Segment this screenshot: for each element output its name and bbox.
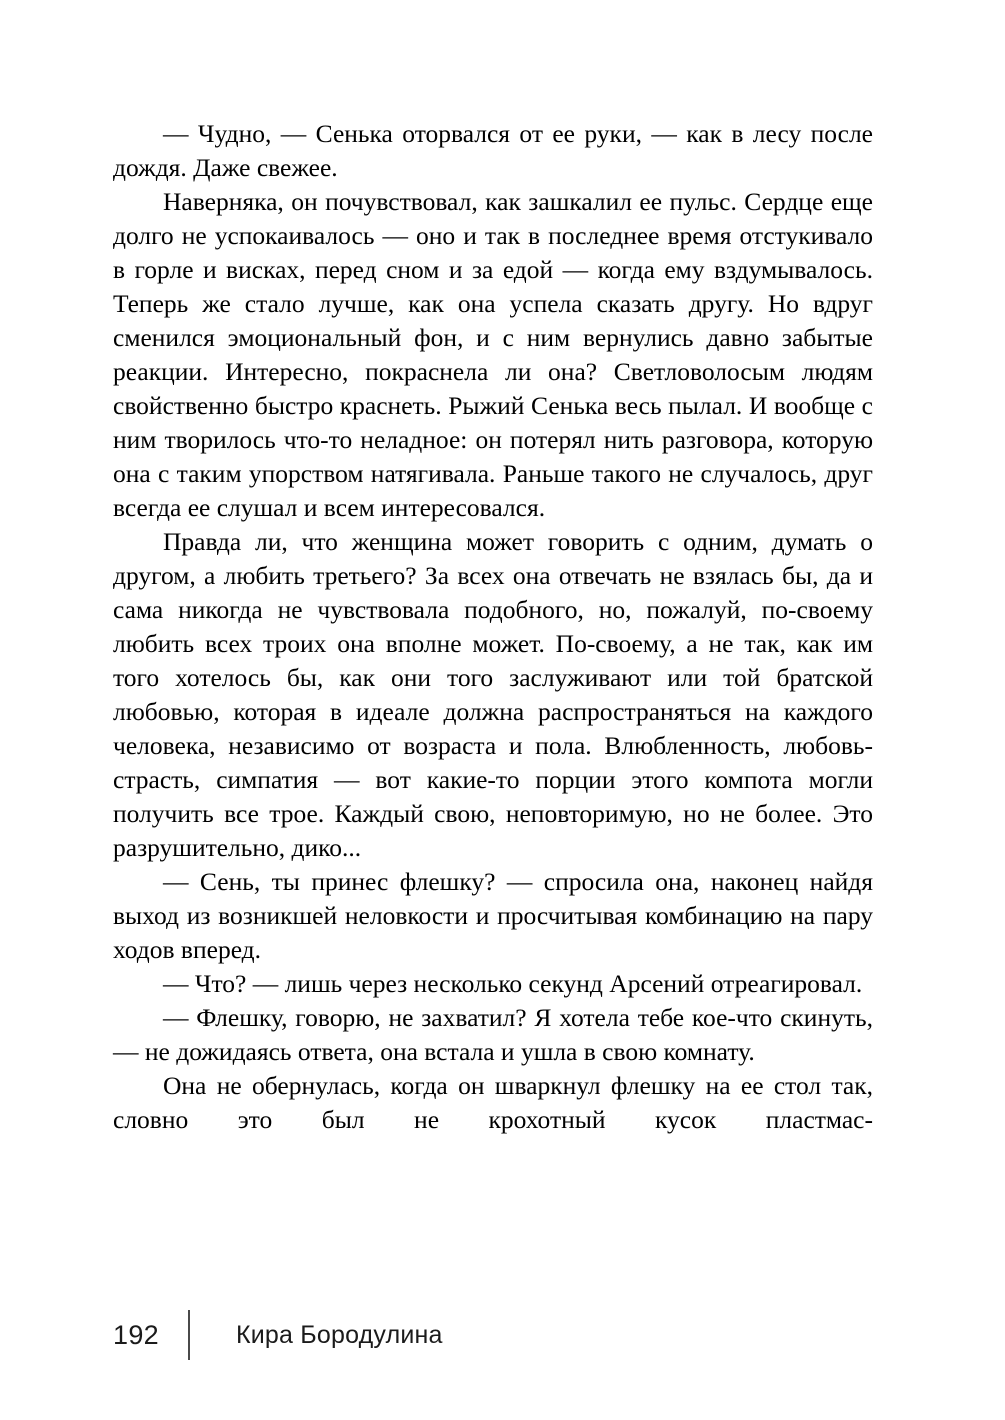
paragraph: Она не обернулась, когда он шваркнул флешку на ее стол так, словно это был не крохотный кусок пластмас- [113,1071,873,1134]
paragraph: — Чудно, — Сенька оторвался от ее руки, — как в лесу после дождя. Даже свежее. [113,119,873,182]
paragraph: — Сень, ты принес флешку? — спросила она, наконец найдя выход из возникшей неловкости и просчитывая комбинацию на пару ходов вперед. [113,867,873,964]
page-number: 192 [113,1319,159,1350]
footer-author-name: Кира Бородулина [236,1320,443,1349]
body-text-column [113,117,873,1137]
paragraph: Правда ли, что женщина может говорить с одним, думать о другом, а любить третьего? За всех она отвечать не взялась бы, да и сама никогда не чувствовала подобного, но, пожалуй, по-своему любить всех троих она вполне может. По-своему, а не так, как им того хотелось бы, как они того заслуживают или той братской любовью, которая в идеале должна распространяться на каждого человека, независимо от возраста и пола. Влюбленность, любовь-страсть, симпатия — вот какие-то порции этого компота могли получить все трое. Каждый свою, неповторимую, но не более. Это разрушительно, дико... [113,527,873,862]
page-footer [113,1305,873,1365]
paragraph: — Что? — лишь через несколько секунд Арсений отреагировал. [163,969,863,998]
paragraph: Наверняка, он почувствовал, как зашкалил ее пульс. Сердце еще долго не успокаивалось — оно и так в последнее время отстукивало в горле и висках, перед сном и за едой — когда ему вздумывалось. Теперь же стало лучше, как она успела сказать другу. Но вдруг сменился эмоциональный фон, и с ним вернулись давно забытые реакции. Интересно, покраснела ли она? Светловолосым людям свойственно быстро краснеть. Рыжий Сенька весь пылал. И вообще с ним творилось что-то неладное: он потерял нить разговора, которую она с таким упорством натягивала. Раньше такого не случалось, друг всегда ее слушал и всем интересовался. [113,187,873,522]
paragraph: — Флешку, говорю, не захватил? Я хотела тебе кое-что скинуть, — не дожидаясь ответа, она встала и ушла в свою комнату. [113,1003,873,1066]
footer-divider [188,1310,190,1360]
